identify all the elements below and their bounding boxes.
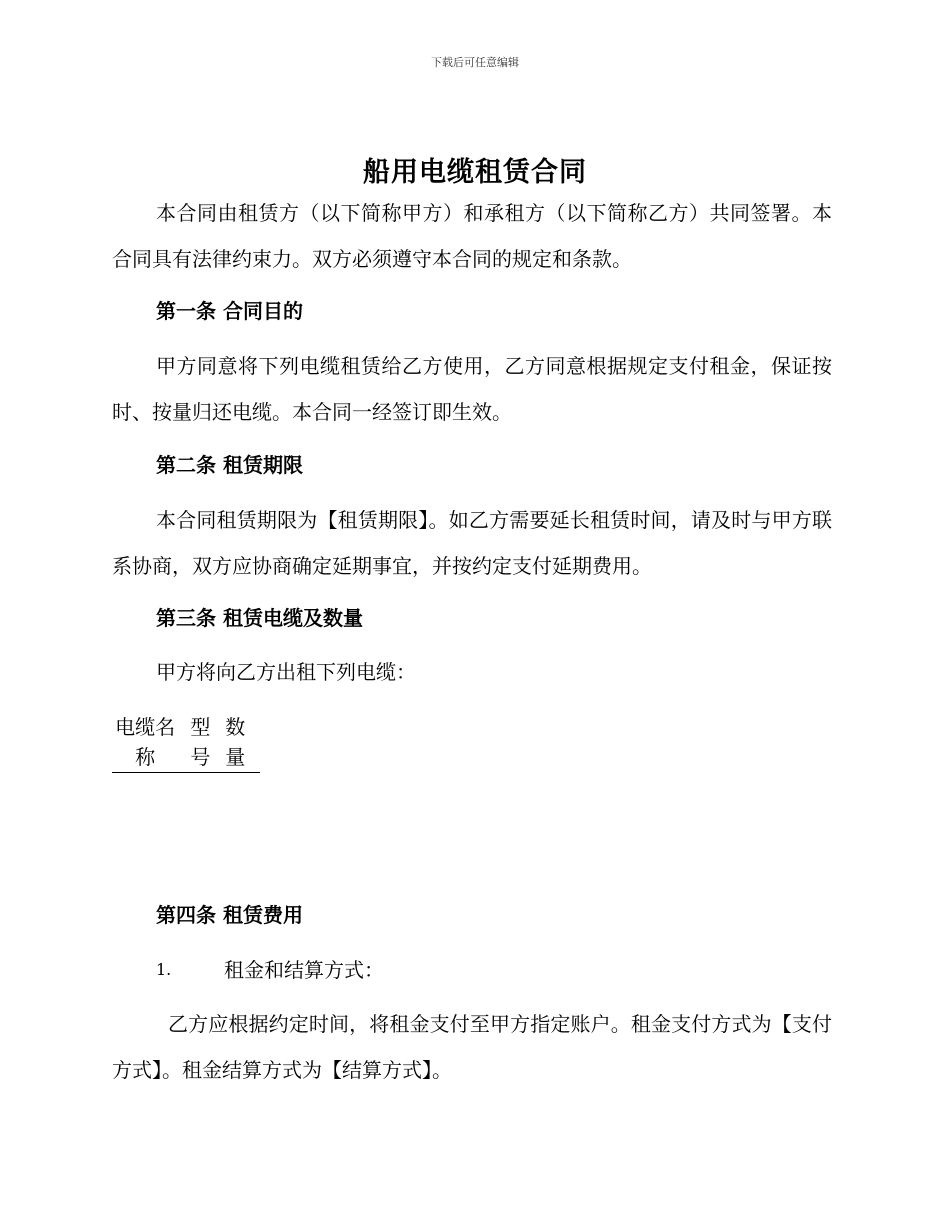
article-1-body: 甲方同意将下列电缆租赁给乙方使用，乙方同意根据规定支付租金，保证按时、按量归还电缆。本合同一经签订即生效。 (112, 354, 832, 424)
cable-table-header-row (112, 712, 260, 773)
cable-table (112, 712, 260, 773)
document-title: 船用电缆租赁合同 (363, 157, 587, 188)
page-header-note: 下载后可任意编辑 (431, 56, 519, 69)
list-number-1: 1. (156, 960, 172, 979)
col-quantity: 数量 (222, 712, 260, 773)
article-4-heading: 第四条 租赁费用 (156, 903, 303, 927)
article-2-body: 本合同租赁期限为【租赁期限】。如乙方需要延长租赁时间，请及时与甲方联系协商，双方应协商确定延期事宜，并按约定支付延期费用。 (112, 508, 832, 578)
article-1-heading: 第一条 合同目的 (156, 299, 303, 323)
col-model: 型号 (178, 712, 222, 773)
intro-paragraph: 本合同由租赁方（以下简称甲方）和承租方（以下简称乙方）共同签署。本合同具有法律约束力。双方必须遵守本合同的规定和条款。 (112, 201, 832, 271)
col-cable-name: 电缆名称 (112, 712, 178, 773)
article-3-body: 甲方将向乙方出租下列电缆： (156, 660, 416, 684)
article-4-item-1-body: 乙方应根据约定时间，将租金支付至甲方指定账户。租金支付方式为【支付方式】。租金结算方式为【结算方式】。 (112, 1012, 832, 1082)
article-3-heading: 第三条 租赁电缆及数量 (156, 606, 363, 630)
article-2-heading: 第二条 租赁期限 (156, 453, 303, 477)
list-item-1-label: 租金和结算方式： (224, 958, 384, 982)
